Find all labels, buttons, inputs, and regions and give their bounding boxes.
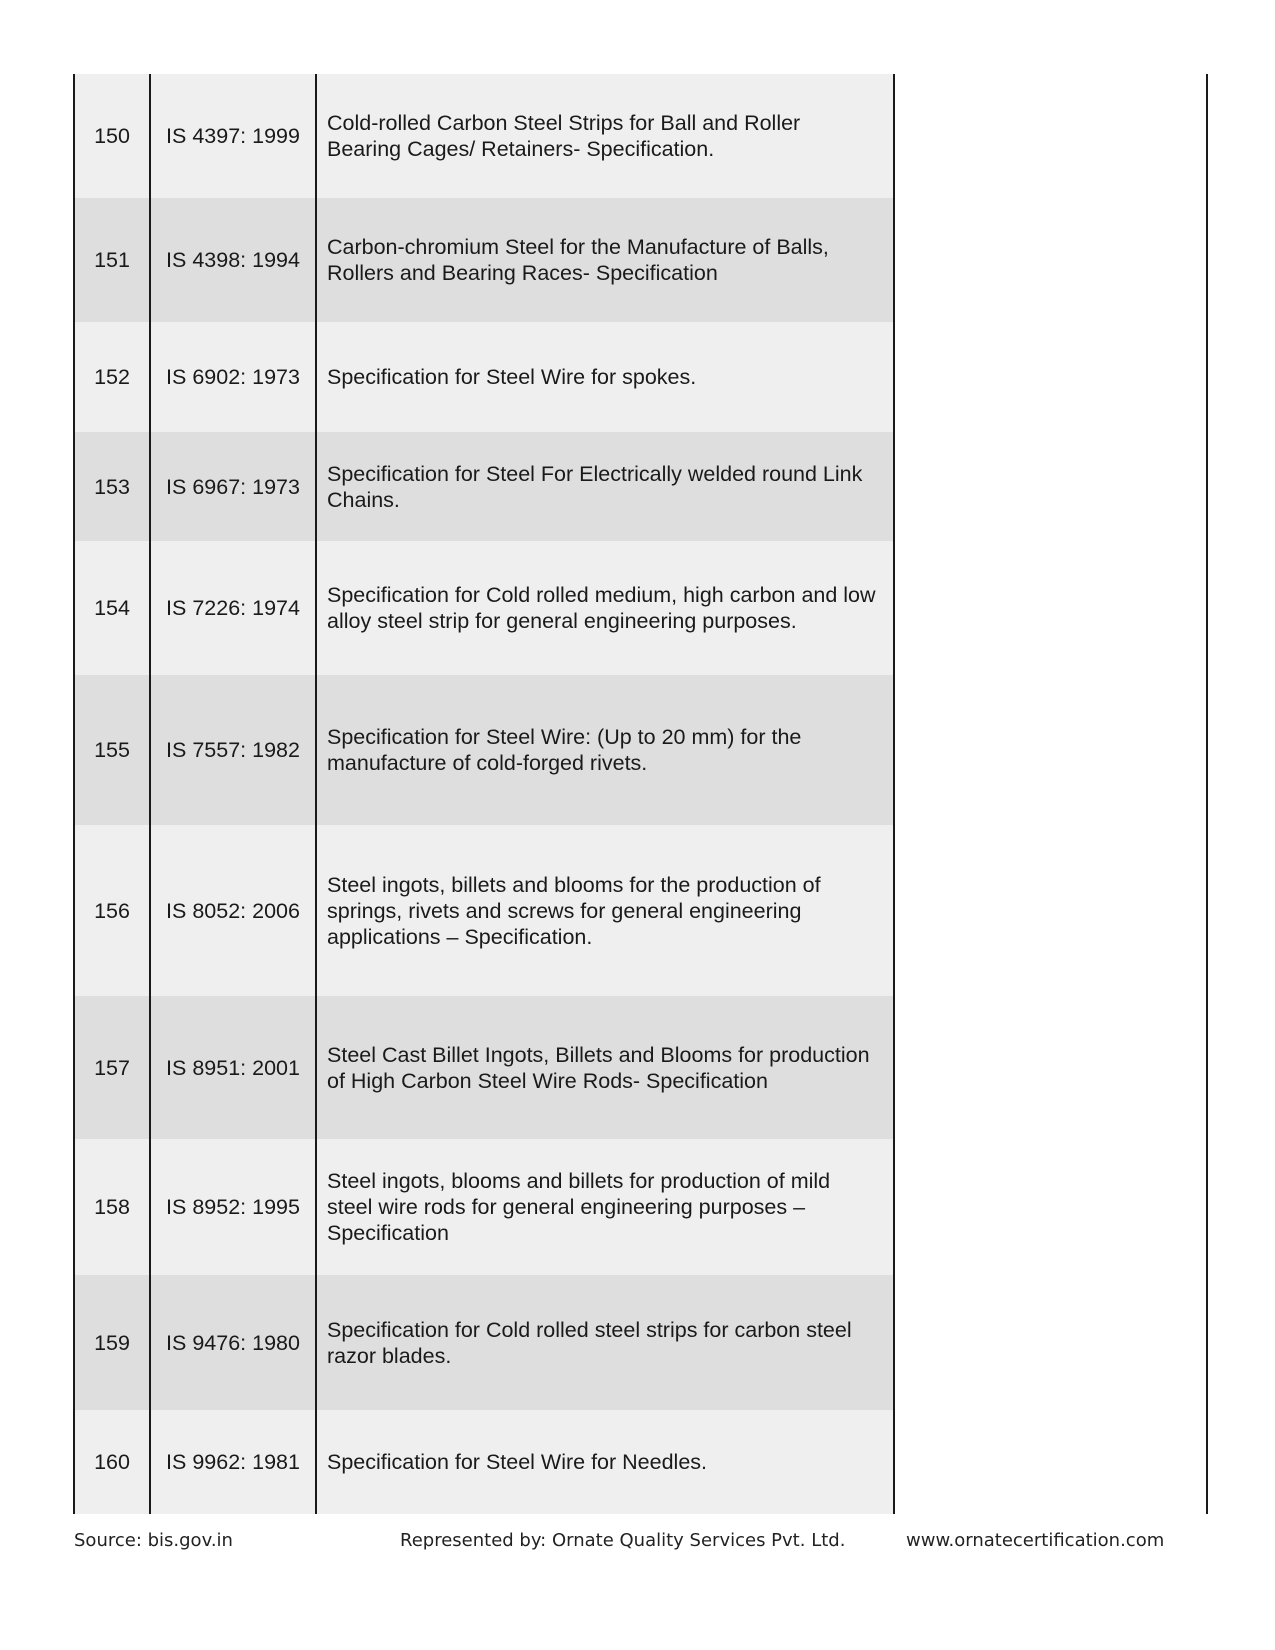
table-row <box>74 541 894 675</box>
standards-table <box>74 74 1208 1514</box>
table-row <box>74 432 894 541</box>
standard-description: Specification for Steel For Electrically welded round Link Chains. <box>327 461 863 512</box>
table-row <box>74 1410 894 1514</box>
standard-description: Specification for Cold rolled steel strips for carbon steel razor blades. <box>327 1317 852 1368</box>
row-number: 158 <box>94 1195 130 1219</box>
table-row <box>74 322 894 432</box>
row-number: 155 <box>94 738 130 762</box>
row-number: 153 <box>94 474 130 499</box>
standard-code: IS 8052: 2006 <box>166 898 300 923</box>
row-number: 154 <box>94 596 130 620</box>
column-divider-num <box>149 74 151 1514</box>
footer-represented-by: Represented by: Ornate Quality Services Pvt. Ltd. <box>400 1530 846 1551</box>
standard-code: IS 6967: 1973 <box>166 474 300 499</box>
standard-code: IS 8951: 2001 <box>166 1055 300 1080</box>
standard-code: IS 8952: 1995 <box>166 1195 300 1219</box>
row-number: 152 <box>94 365 130 389</box>
table-row <box>74 198 894 322</box>
standard-code: IS 7226: 1974 <box>166 596 300 620</box>
standard-code: IS 4397: 1999 <box>166 124 300 148</box>
standard-code: IS 9476: 1980 <box>166 1330 300 1355</box>
table-border-right <box>1206 74 1208 1514</box>
standard-description: Specification for Steel Wire for spokes. <box>327 365 697 389</box>
standard-code: IS 6902: 1973 <box>166 365 300 389</box>
page-footer <box>0 1530 1275 1560</box>
standard-description: Carbon-chromium Steel for the Manufacture of Balls, Rollers and Bearing Races- Specification <box>327 235 829 285</box>
row-number: 151 <box>94 248 130 272</box>
table-row <box>74 996 894 1139</box>
standard-description: Specification for Steel Wire for Needles. <box>327 1450 707 1474</box>
standard-description: Specification for Steel Wire: (Up to 20 mm) for the manufacture of cold-forged rivets. <box>327 725 802 775</box>
standard-description: Cold-rolled Carbon Steel Strips for Ball and Roller Bearing Cages/ Retainers- Specification. <box>327 111 801 161</box>
table-row <box>74 1275 894 1410</box>
standard-description: Steel ingots, billets and blooms for the production of springs, rivets and screws for general engineering applications – Specification. <box>327 872 821 949</box>
column-divider-code <box>315 74 317 1514</box>
table-row <box>74 74 894 198</box>
table-row <box>74 675 894 825</box>
standard-description: Steel Cast Billet Ingots, Billets and Blooms for production of High Carbon Steel Wire Rods- Specification <box>327 1042 870 1093</box>
footer-website: www.ornatecertification.com <box>906 1530 1165 1551</box>
row-number: 160 <box>94 1450 130 1474</box>
standard-description: Steel ingots, blooms and billets for production of mild steel wire rods for general engineering purposes – Specification <box>327 1169 831 1245</box>
row-number: 159 <box>94 1330 130 1355</box>
table-row <box>74 1139 894 1275</box>
table-border-left <box>73 74 75 1514</box>
row-number: 156 <box>94 898 130 923</box>
column-divider-desc <box>893 74 895 1514</box>
table-row <box>74 825 894 996</box>
standard-description: Specification for Cold rolled medium, high carbon and low alloy steel strip for general engineering purposes. <box>327 583 876 633</box>
standard-code: IS 4398: 1994 <box>166 248 300 272</box>
row-number: 150 <box>94 124 130 148</box>
standard-code: IS 9962: 1981 <box>166 1450 300 1474</box>
row-number: 157 <box>94 1055 130 1080</box>
standard-code: IS 7557: 1982 <box>166 738 300 762</box>
footer-source: Source: bis.gov.in <box>74 1530 233 1551</box>
